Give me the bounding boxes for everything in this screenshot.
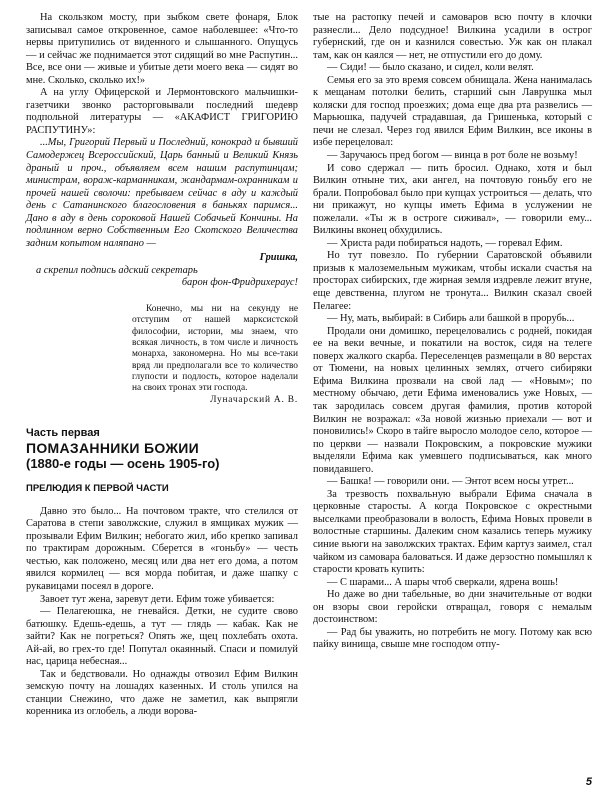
right-paragraph-2: — Сиди! — было сказано, и сидел, коли велят.	[327, 62, 534, 74]
page-number: 5	[585, 776, 592, 788]
intro-paragraph-1: На скользком мосту, при зыбком свете фонаря, Блок записывал самое откровенное, самое наболевшее: «Что-то нервы притупились от виденного и слышанного. Опущусь — и сейчас же поднимается этот сидящий во мне Распутин... Все, все они — живые и убитые дети моего века — сидят во мне. Сколько, сколько их!»	[26, 12, 298, 86]
signature-line-3: барон фон-Фридрихераус!	[181, 277, 298, 289]
akafist-quote	[26, 137, 298, 250]
epigraph-text: Конечно, мы ни на секунду не отступим от нашей марксистской философии, истории, мы знаем, что всякая личность, в том числе и личность монарха, закономерна. Но мы все-таки вряд ли предполагали все то количество глупости и подлость, которое наделали на своих тронах эти господа.	[132, 304, 298, 394]
part-label: Часть первая	[26, 426, 100, 439]
right-paragraph-3: Семья его за это время совсем обнищала. Жена нанималась к мещанам потолки белить, старший сын Лаврушка мыл коляски для господ проезжих; дома еще два рта развелись — Марьюшка, падучей страдавшая, да Гришенька, который с печи не слезал. Через год явился Ефим Вилкин, все иконы в избе перецеловал:	[313, 74, 592, 149]
intro-paragraph-2: А на углу Офицерской и Лермонтовского мальчишки-газетчики звонко расторговывали последний шедевр подпольной литературы — «АКАФИСТ ГРИГОРИЮ РАСПУТИНУ»:	[26, 87, 298, 136]
part-title: ПОМАЗАННИКИ БОЖИИ	[26, 439, 200, 456]
right-paragraph-10: — Башка! — говорили они. — Энтот всем носы утрет...	[327, 476, 574, 488]
left-column	[26, 12, 298, 719]
right-paragraph-13: Но даже во дни табельные, во дни значительные от водки он взоры свои геройски отвращал, говоря с немалым достоинством:	[313, 589, 592, 626]
akafist-text: ...Мы, Григорий Первый и Последний, конокрад и бывший Самодержец Всероссийский, Царь банный и Великий Князь драный и проч., объявляем всем нашим распутинцам; министрам, вораж-карманникам, жандармам-охранникам и прочей нашей сволочи: пребываем сейчас в аду и каждый день с Сатанинского благословения в банькях паримся... Дано в аду в день сороковой Нашей Собачьей Кончины. На подлинном верно Собственным Его Скотского Величества задним копытом наляпано —	[26, 137, 298, 249]
body-paragraph-2: Завоет тут жена, заревут дети. Ефим тоже убивается:	[40, 593, 275, 605]
body-paragraph-3: — Пелагеюшка, не гневайся. Детки, не судите свово батюшку. Едешь-едешь, а тут — глядь — кабак. Как не зайти? Как не погреться? Опять же, щец похлебать охота. Ай-ай, во грех-то где! Попутал окаянный. Спаси и помилуй нас, царица небесная...	[26, 606, 298, 668]
body-paragraph-1: Давно это было... На почтовом тракте, что стелился от Саратова в степи заволжские, служил в ямщиках мужик — прозывали Ефим Вилкин; небогато жил, ибо крепко запивал по трактирам дорожным. Сберется в «гоньбу» — честь честью, как положено, месяц или два нет его дома, а потом явился кормилец — вся морда побитая, и даже шапку с рукавицами посеял в дороге.	[26, 505, 298, 592]
part-subtitle: (1880-е годы — осень 1905-го)	[26, 455, 220, 471]
right-paragraph-5: И сово сдержал — пить бросил. Однако, хотя и был Вилкин отныне тих, аки ангел, на почтовую гоньбу его не брали. Попробовал было при купцах устроиться — делать, что ни прикажут, но купцы иметь Ефима в услужении не пожелали. «Ты ж в остроге сиживал», — говорили ему... Вилкины вконец обхудились.	[313, 162, 592, 237]
right-paragraph-12: — С шарами... А шары чтоб сверкали, ядрена вошь!	[327, 576, 559, 588]
signature-name: Гришка,	[259, 252, 298, 264]
right-paragraph-8: — Ну, мать, выбирай: в Сибирь али башкой в прорубь...	[327, 313, 575, 325]
right-paragraph-7: Но тут повезло. По губернии Саратовской объявили призыв к малоземельным мужикам, чтобы искали счастья на просторах сибирских, где жирная земля издревле лежит втуне, еще девственна, плугом не тронута... Вилкин сказал своей Пелагее:	[313, 250, 592, 312]
right-column	[313, 12, 592, 652]
right-paragraph-4: — Заручаюсь пред богом — винца в рот боле не возьму!	[327, 150, 578, 162]
epigraph-author: Луначарский А. В.	[210, 395, 298, 406]
right-paragraph-9: Продали они домишко, перецеловались с родней, покидая ее на веки вечные, и покатили на восток, сидя на телеге поверх жалкого скарба. Переселенцев размещали в 80 верстах от Тюмени, на новых целинных землях, отчего сибиряки Ефима Вилкина прозвали на свой лад — «Новым»; по местному обычаю, дети Ефима именовались уже Новых, — так зародилась совсем другая фамилия, против которой Вилкин не возражал: «За новой жизнью приехали — вот и поновились!» Скоро в тайге выросло молодое село, которое — по церкви — назвали Покровским, а покровские мужики выделяли Ефима как умевшего подписываться, как много повидавшего.	[313, 325, 592, 475]
right-paragraph-11: За трезвость похвальную выбрали Ефима сначала в церковные старосты. А когда Покровское с окрестными выселками преобразовали в волость, Ефима Новых провели в волостные старшины. Далеким сном казались теперь мужику синие вьюги на заволжских трактах. Ефим картуз заимел, стал чайком из самовара баловаться. И даже дерзостно помышлял к старости кровать купить:	[313, 488, 592, 576]
epigraph	[132, 304, 298, 407]
right-paragraph-14: — Рад бы уважить, но потребить не могу. Потому как всю пайку винища, свыше мне господом отпу-	[313, 626, 592, 651]
right-paragraph-1: тые на растопку печей и самоваров всю почту в клочки разнесли... Дело подсудное! Вилкина усадили в острог губернский, где он и казнился совестью. Уж как он плакал там, как он каялся — нет, не отпустили его до дому.	[313, 12, 592, 61]
signature-line-2: а скрепил подпись адский секретарь	[36, 264, 198, 276]
body-paragraph-4: Так и бедствовали. Но однажды отвозил Ефим Вилкин земскую почту на лошадях казенных. И столь упился на станции Снежино, что даже не заметил, как выпрягли коренника из оглобель, а люди ворова-	[26, 668, 298, 718]
prelude-title: ПРЕЛЮДИЯ К ПЕРВОЙ ЧАСТИ	[26, 482, 169, 494]
right-paragraph-6: — Христа ради побираться надоть, — горевал Ефим.	[327, 237, 563, 249]
